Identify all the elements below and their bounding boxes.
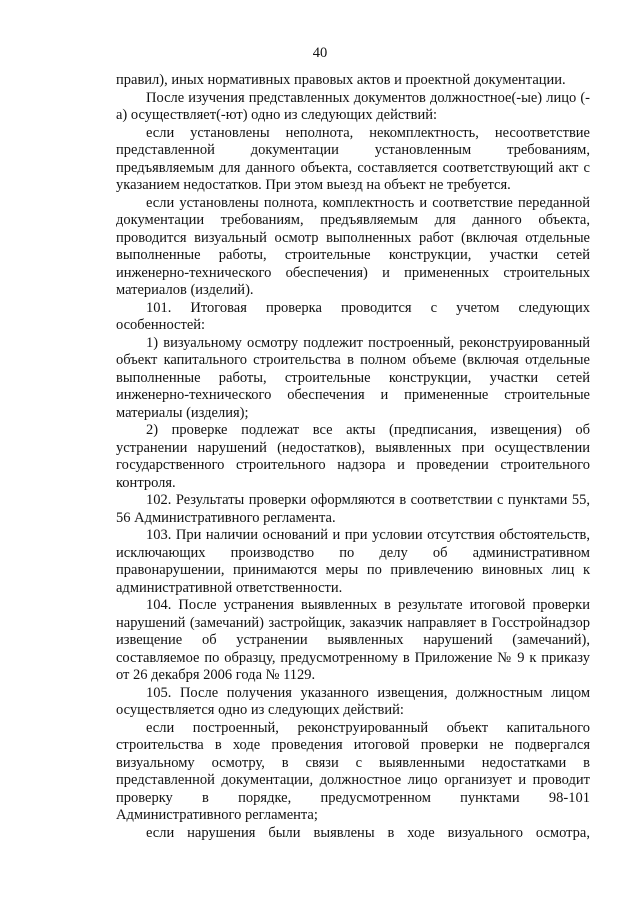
paragraph-103: 103. При наличии оснований и при условии отсутствия обстоятельств, исключающих производство по делу об административном правонарушении, принимаются меры по привлечению виновных лиц к административной ответственности. <box>116 527 590 596</box>
paragraph-4: если установлены полнота, комплектность и соответствие переданной документации требованиям, предъявляемым для данного объекта, проводится визуальный осмотр выполненных работ (включая отдельные выполненные работы, строительные конструкции, участки сетей инженерно-технического обеспечения) и примененных строительных материалов (изделий). <box>116 194 590 298</box>
paragraph-101: 101. Итоговая проверка проводится с учетом следующих особенностей: <box>116 299 590 333</box>
paragraph-2: После изучения представленных документов должностное(-ые) лицо (-а) осуществляет(-ют) одно из следующих действий: <box>116 89 590 123</box>
document-body <box>116 72 590 842</box>
paragraph-1: правил), иных нормативных правовых актов и проектной документации. <box>116 72 566 88</box>
paragraph-101-2: 2) проверке подлежат все акты (предписания, извещения) об устранении нарушений (недостатков), выявленных при осуществлении государственного строительного надзора и проведении строительного контроля. <box>116 422 590 491</box>
page-number: 40 <box>312 45 328 61</box>
paragraph-3: если установлены неполнота, некомплектность, несоответствие представленной документации установленным требованиям, предъявляемым для данного объекта, составляется соответствующий акт с указанием недостатков. При этом выезд на объект не требуется. <box>116 124 590 193</box>
paragraph-101-1: 1) визуальному осмотру подлежит построенный, реконструированный объект капитального строительства в полном объеме (включая отдельные выполненные работы, строительные конструкции, участки сетей инженерно-технического обеспечения и примененные строительные материалы (изделия); <box>116 334 590 421</box>
paragraph-102: 102. Результаты проверки оформляются в соответствии с пунктами 55, 56 Административного регламента. <box>116 492 590 526</box>
paragraph-105-2: если нарушения были выявлены в ходе визуального осмотра, <box>146 824 590 841</box>
paragraph-104: 104. После устранения выявленных в результате итоговой проверки нарушений (замечаний) застройщик, заказчик направляет в Госстройнадзор извещение об устранении выявленных нарушений (замечаний), составляемое по образцу, предусмотренному в Приложение № 9 к приказу от 26 декабря 2006 года № 1129. <box>116 597 590 683</box>
paragraph-105: 105. После получения указанного извещения, должностным лицом осуществляется одно из следующих действий: <box>116 684 590 718</box>
paragraph-105-1: если построенный, реконструированный объект капитального строительства в ходе проведения итоговой проверки не подвергался визуальному осмотру, в связи с выявленными недостатками в представленной документации, должностное лицо организует и проводит проверку в порядке, предусмотренном пунктами 98-101 Административного регламента; <box>116 719 590 823</box>
